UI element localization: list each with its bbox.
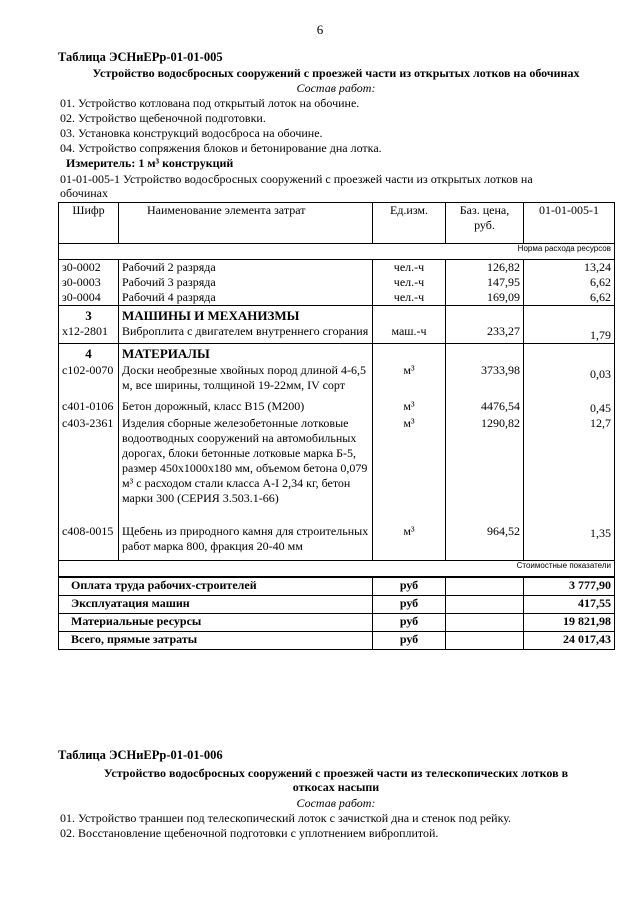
table-row — [59, 524, 615, 561]
table-row — [59, 363, 615, 399]
row-unit: м³ — [373, 416, 446, 524]
table-row — [59, 399, 615, 416]
total-value: 3 777,90 — [524, 577, 615, 596]
row-name: Щебень из природного камня для строительных работ марка 800, фракция 20-40 мм — [119, 524, 373, 561]
total-unit: руб — [373, 613, 446, 631]
work-item: 02. Восстановление щебеночной подготовки с уплотнением виброплитой. — [60, 826, 439, 840]
table-subtitle: Устройство водосбросных сооружений с проезжей части из открытых лотков на обочинах — [92, 66, 580, 80]
row-unit: чел.-ч — [373, 275, 446, 290]
table-row — [59, 260, 615, 276]
row-price: 964,52 — [446, 524, 524, 561]
col-price-header-line: руб. — [474, 218, 495, 232]
section-number: 4 — [59, 344, 119, 363]
table-row — [59, 416, 615, 524]
cost-label-row — [59, 560, 615, 577]
total-unit: руб — [373, 631, 446, 649]
norms-table — [58, 202, 615, 650]
page-number: 6 — [316, 22, 324, 37]
row-norm: 0,45 — [524, 399, 615, 416]
row-name: Рабочий 3 разряда — [119, 275, 373, 290]
row-norm: 1,35 — [524, 524, 615, 561]
row-norm: 13,24 — [524, 260, 615, 276]
row-norm: 6,62 — [524, 275, 615, 290]
row-name: Рабочий 2 разряда — [119, 260, 373, 276]
row-code: с403-2361 — [59, 416, 119, 524]
work-item: 02. Устройство щебеночной подготовки. — [60, 111, 266, 125]
col-price-header — [446, 203, 524, 244]
section-row-materials — [59, 344, 615, 363]
row-unit: м³ — [373, 399, 446, 416]
total-label: Эксплуатация машин — [59, 595, 373, 613]
col-name-header: Наименование элемента затрат — [119, 203, 373, 244]
works-heading: Состав работ: — [296, 796, 376, 810]
work-item: 03. Установка конструкций водосброса на обочине. — [60, 126, 323, 140]
row-code: з0-0004 — [59, 290, 119, 306]
total-unit: руб — [373, 595, 446, 613]
row-code: з0-0003 — [59, 275, 119, 290]
table-subtitle: Устройство водосбросных сооружений с проезжей части из телескопических лотков в — [103, 766, 569, 780]
row-name: Изделия сборные железобетонные лотковые водоотводных сооружений на автомобильных дорогах, блоки бетонные лотковые марка Б-5, размер 450x1000x180 мм, объемом бетона 0,079 м³ с расходом стали класса А-I 2,34 кг, бетон марки 300 (СЕРИЯ 3.503.1-66) — [119, 416, 373, 524]
row-unit: маш.-ч — [373, 324, 446, 344]
norm-label-row — [59, 244, 615, 260]
table-subtitle: откосах насыпи — [292, 780, 380, 794]
row-name: Виброплита с двигателем внутреннего сгорания — [119, 324, 373, 344]
row-name: Рабочий 4 разряда — [119, 290, 373, 306]
total-row — [59, 631, 615, 649]
total-value: 19 821,98 — [524, 613, 615, 631]
row-norm: 6,62 — [524, 290, 615, 306]
section-title: МАШИНЫ И МЕХАНИЗМЫ — [119, 306, 373, 325]
row-price: 233,27 — [446, 324, 524, 344]
row-name: Доски необрезные хвойных пород длиной 4-6,5 м, все ширины, толщиной 19-22мм, IV сорт — [119, 363, 373, 399]
total-label: Материальные ресурсы — [59, 613, 373, 631]
row-unit: чел.-ч — [373, 290, 446, 306]
row-price: 3733,98 — [446, 363, 524, 399]
section-title: МАТЕРИАЛЫ — [119, 344, 373, 363]
row-price: 126,82 — [446, 260, 524, 276]
row-norm: 1,79 — [524, 324, 615, 344]
norm-label: Норма расхода ресурсов — [59, 244, 615, 260]
table-title: Таблица ЭСНиЕРр-01-01-006 — [58, 748, 223, 762]
total-label: Оплата труда рабочих-строителей — [59, 577, 373, 596]
total-row — [59, 613, 615, 631]
row-unit: м³ — [373, 363, 446, 399]
row-price: 1290,82 — [446, 416, 524, 524]
table-row — [59, 324, 615, 344]
work-item: 01. Устройство траншеи под телескопический лоток с зачисткой дна и стенок под рейку. — [60, 811, 512, 825]
measure-unit: Измеритель: 1 м³ конструкций — [66, 156, 234, 170]
code-line: 01-01-005-1 Устройство водосбросных сооружений с проезжей части из открытых лотков на — [60, 172, 533, 186]
row-norm: 0,03 — [524, 363, 615, 399]
col-code-header: Шифр — [59, 203, 119, 244]
row-code: с408-0015 — [59, 524, 119, 561]
work-item: 01. Устройство котлована под открытый лоток на обочине. — [60, 96, 360, 110]
row-price: 147,95 — [446, 275, 524, 290]
table-row — [59, 290, 615, 306]
total-row — [59, 595, 615, 613]
work-item: 04. Устройство сопряжения блоков и бетонирование дна лотка. — [60, 141, 382, 155]
table-row — [59, 275, 615, 290]
col-unit-header: Ед.изм. — [373, 203, 446, 244]
works-heading: Состав работ: — [296, 81, 376, 95]
row-code: с401-0106 — [59, 399, 119, 416]
col-price-header-line: Баз. цена, — [459, 203, 510, 217]
row-code: х12-2801 — [59, 324, 119, 344]
total-value: 417,55 — [524, 595, 615, 613]
row-price: 4476,54 — [446, 399, 524, 416]
row-name: Бетон дорожный, класс В15 (М200) — [119, 399, 373, 416]
cost-label: Стоимостные показатели — [59, 560, 615, 577]
section-number: 3 — [59, 306, 119, 325]
total-row — [59, 577, 615, 596]
table-title: Таблица ЭСНиЕРр-01-01-005 — [58, 50, 223, 64]
row-unit: м³ — [373, 524, 446, 561]
code-line: обочинах — [60, 186, 108, 200]
row-norm: 12,7 — [524, 416, 615, 524]
col-norm-header: 01-01-005-1 — [524, 203, 615, 244]
total-label: Всего, прямые затраты — [59, 631, 373, 649]
row-price: 169,09 — [446, 290, 524, 306]
section-row-machines — [59, 306, 615, 325]
total-unit: руб — [373, 577, 446, 596]
table-header-row — [59, 203, 615, 244]
row-unit: чел.-ч — [373, 260, 446, 276]
total-value: 24 017,43 — [524, 631, 615, 649]
row-code: с102-0070 — [59, 363, 119, 399]
row-code: з0-0002 — [59, 260, 119, 276]
